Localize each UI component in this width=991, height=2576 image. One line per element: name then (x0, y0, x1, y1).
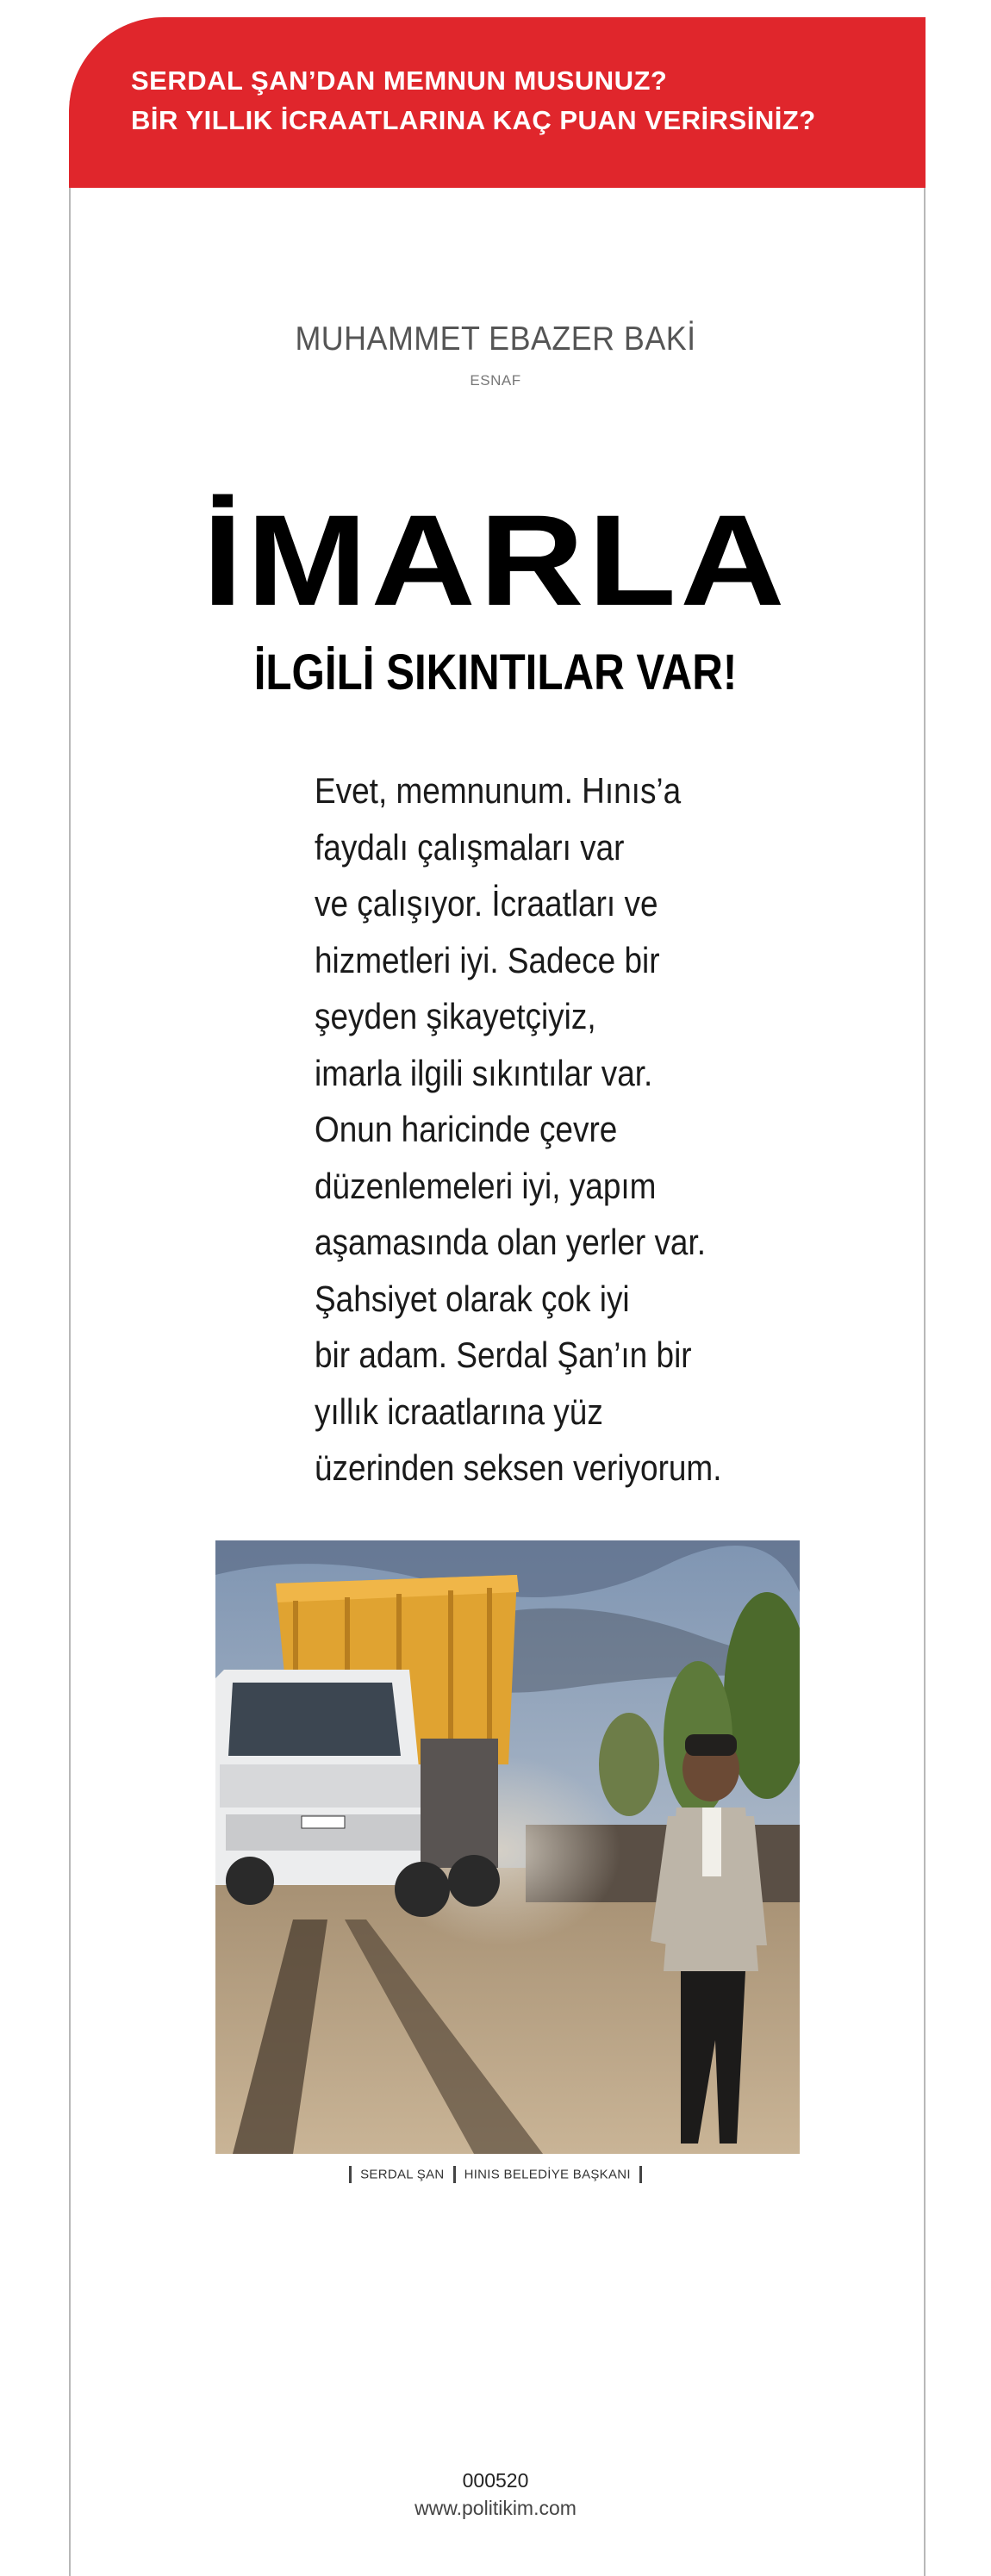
body-line: bir adam. Serdal Şan’ın bir (315, 1335, 692, 1375)
body-line: ve çalışıyor. İcraatları ve (315, 883, 658, 924)
body-line: Onun haricinde çevre (315, 1109, 618, 1149)
interview-answer (315, 762, 849, 1496)
subheadline: İLGİLİ SIKINTILAR VAR! (253, 644, 738, 700)
body-line: hizmetleri iyi. Sadece bir (315, 939, 660, 980)
banner-question-2: BİR YILLIK İCRAATLARINA KAÇ PUAN VERİRSİNİZ? (131, 105, 816, 135)
body-line: faydalı çalışmaları var (315, 826, 625, 868)
body-line: yıllık icraatlarına yüz (315, 1391, 603, 1432)
news-photo (215, 1540, 800, 2154)
body-line: Evet, memnunum. Hınıs’a (315, 770, 682, 811)
caption-divider (349, 2166, 352, 2183)
banner-question-1: SERDAL ŞAN’DAN MEMNUN MUSUNUZ? (131, 65, 668, 96)
author-name: MUHAMMET EBAZER BAKİ (295, 320, 696, 358)
headline: İMARLA (202, 488, 789, 632)
body-line: üzerinden seksen veriyorum. (315, 1447, 722, 1488)
caption-name: SERDAL ŞAN (360, 2167, 445, 2182)
caption-divider (639, 2166, 642, 2183)
body-line: imarla ilgili sıkıntılar var. (315, 1052, 653, 1093)
author-role: ESNAF (470, 372, 521, 389)
website-link[interactable]: www.politikim.com (414, 2497, 577, 2519)
question-banner (69, 17, 926, 188)
page-number: 000520 (462, 2469, 529, 2492)
body-line: Şahsiyet olarak çok iyi (315, 1278, 630, 1319)
caption-divider (453, 2166, 456, 2183)
caption-title: HINIS BELEDİYE BAŞKANI (464, 2167, 631, 2182)
body-line: düzenlemeleri iyi, yapım (315, 1165, 657, 1206)
body-line: şeyden şikayetçiyiz, (315, 996, 596, 1036)
photo-caption (0, 2166, 991, 2183)
body-line: aşamasında olan yerler var. (315, 1222, 707, 1262)
photo-mayor-with-dump-truck (215, 1540, 800, 2154)
